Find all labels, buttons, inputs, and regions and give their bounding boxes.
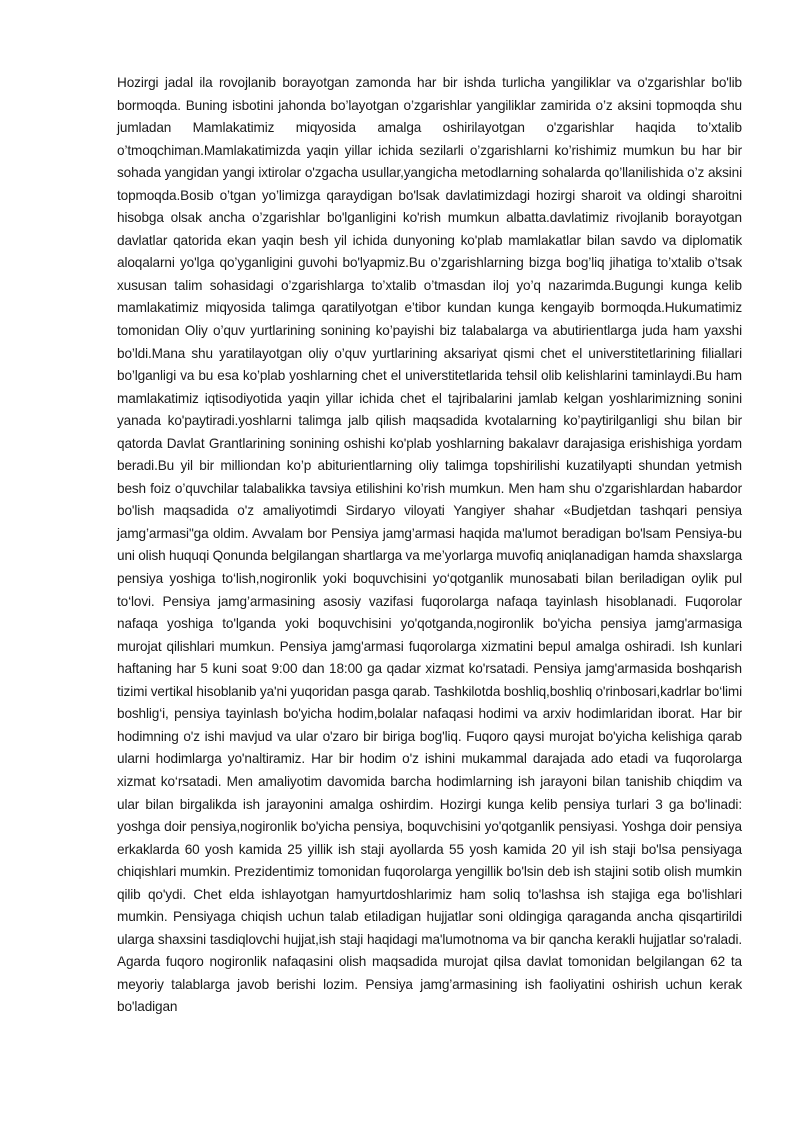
body-paragraph: Hozirgi jadal ila rovojlanib borayotgan zamonda har bir ishda turlicha yangiliklar va o'zgarishlar bo'lib bormoqda. Buning isbotini jahonda bo’layotgan o’zgarishlar yangiliklar zamirida o’z aksini topmoqda shu jumladan Mamlakatimiz miqyosida amalga oshirilayotgan o'zgarishlar haqida to’xtalib o’tmoqchiman.Mamlakatimizda yaqin yillar ichida sezilarli o’zgarishlarni ko’rishimiz mumkun bu har bir sohada yangidan yangi ixtirolar o'zgacha usullar,yangicha metodlarning sohalarda qo’llanilishida o’z aksini topmoqda.Bosib o’tgan yo’limizga qaraydigan bo'lsak davlatimizdagi hozirgi sharoit va oldingi sharoitni hisobga olsak ancha o’zgarishlar bo'lganligini ko'rish mumkun albatta.davlatimiz rivojlanib borayotgan davlatlar qatorida ekan yaqin besh yil ichida dunyoning ko'plab mamlakatlar bilan savdo va diplomatik aloqalarni yo'lga qo’yganligini guvohi bo'lyapmiz.Bu o’zgarishlarning bizga bog’liq jihatiga to’xtalib o’tsak xususan talim sohasidagi o’zgarishlarga to’xtalib o’tmasdan iloj yo’q nazarimda.Bugungi kunga kelib mamlakatimiz miqyosida talimga qaratilyotgan e’tibor kundan kunga kengayib bormoqda.Hukumatimiz tomonidan Oliy o’quv yurtlarining sonining ko’payishi biz talabalarga va abutirientlarga juda ham yaxshi bo’ldi.Mana shu yaratilayotgan oliy o’quv yurtlarining aksariyat qismi chet el universtitetlarining filiallari bo’lganligi va bu esa ko’plab yoshlarning chet el universtitetlarida tehsil olib kelishlarini taminlaydi.Bu ham mamlakatimiz iqtisodiyotida yaqin yillar ichida chet el tajribalarini jamlab kelgan yoshlarimizning sonini yanada ko'paytiradi.yoshlarni talimga jalb qilish maqsadida kvotalarning ko’paytirilganligi shu bilan bir qatorda Davlat Grantlarining sonining oshishi ko'plab yoshlarning bakalavr darajasiga erishishiga yordam beradi.Bu yil bir milliondan ko’p abiturientlarning oliy talimga topshirilishi kuzatilyapti shundan yetmish besh foiz o’quvchilar talabalikka tavsiya etilishini ko’rish mumkun. Men ham shu o'zgarishlardan habardor bo'lish maqsadida o'z amaliyotimdi Sirdaryo viloyati Yangiyer shahar «Budjetdan tashqari pensiya jamg’armasi"ga oldim. Avvalam bor Pensiya jamg’armasi haqida ma'lumot beradigan bo'lsam Pensiya-bu uni olish huquqi Qonunda belgilangan shartlarga va me’yorlarga muvofiq aniqlanadigan hamda shaxslarga pensiya yoshiga to‘lish,nogironlik yoki boquvchisini yo‘qotganlik munosabati bilan beriladigan oylik pul to‘lovi. Pensiya jamg’armasining asosiy vazifasi fuqorolarga nafaqa tayinlash hisoblanadi. Fuqorolar nafaqa yoshiga to'lganda yoki boquvchisini yo'qotganda,nogironlik bo'yicha pensiya jamg'armasiga murojat qilishlari mumkun. Pensiya jamg'armasi fuqorolarga xizmatini bepul amalga oshiradi. Ish kunlari haftaning har 5 kuni soat 9:00 dan 18:00 ga qadar xizmat ko'rsatadi. Pensiya jamg'armasida boshqarish tizimi vertikal hisoblanib ya'ni yuqoridan pasga qarab. Tashkilotda boshliq,boshliq o'rinbosari,kadrlar bo‘limi boshlig‘i, pensiya tayinlash bo'yicha hodim,bolalar nafaqasi hodimi va arxiv hodimlaridan iborat. Har bir hodimning o'z ishi mavjud va ular o'zaro bir biriga bog'liq. Fuqoro qaysi murojat bo'yicha kelishiga qarab ularni hodimlarga yo'naltiramiz. Har bir hodim o'z ishini mukammal darajada ado etadi va fuqorolarga xizmat ko‘rsatadi. Men amaliyotim davomida barcha hodimlarning ish jarayoni bilan tanishib chiqdim va ular bilan birgalikda ish jarayonini amalga oshirdim. Hozirgi kunga kelib pensiya turlari 3 ga bo'linadi: yoshga doir pensiya,nogironlik bo'yicha pensiya, boquvchisini yo'qotganlik pensiyasi. Yoshga doir pensiya erkaklarda 60 yosh kamida 25 yillik ish staji ayollarda 55 yosh kamida 20 yil ish staji bo'lsa pensiyaga chiqishlari mumkin. Prezidentimiz tomonidan fuqorolarga yengillik bo'lsin deb ish stajini sotib olish mumkin qilib qo'ydi. Chet elda ishlayotgan hamyurtdoshlarimiz ham soliq to'lashsa ish stajiga ega bo'lishlari mumkin. Pensiyaga chiqish uchun talab etiladigan hujjatlar soni oldingiga qaraganda ancha qisqartirildi ularga shaxsini tasdiqlovchi hujjat,ish staji haqidagi ma'lumotnoma va bir qancha kerakli hujjatlar so'raladi. Agarda fuqoro nogironlik nafaqasini olish maqsadida murojat qilsa davlat tomonidan belgilangan 62 ta meyoriy talablarga javob berishi lozim. Pensiya jamg’armasining ish faoliyatini oshirish uchun kerak bo'ladigan [117,75,743,1015]
